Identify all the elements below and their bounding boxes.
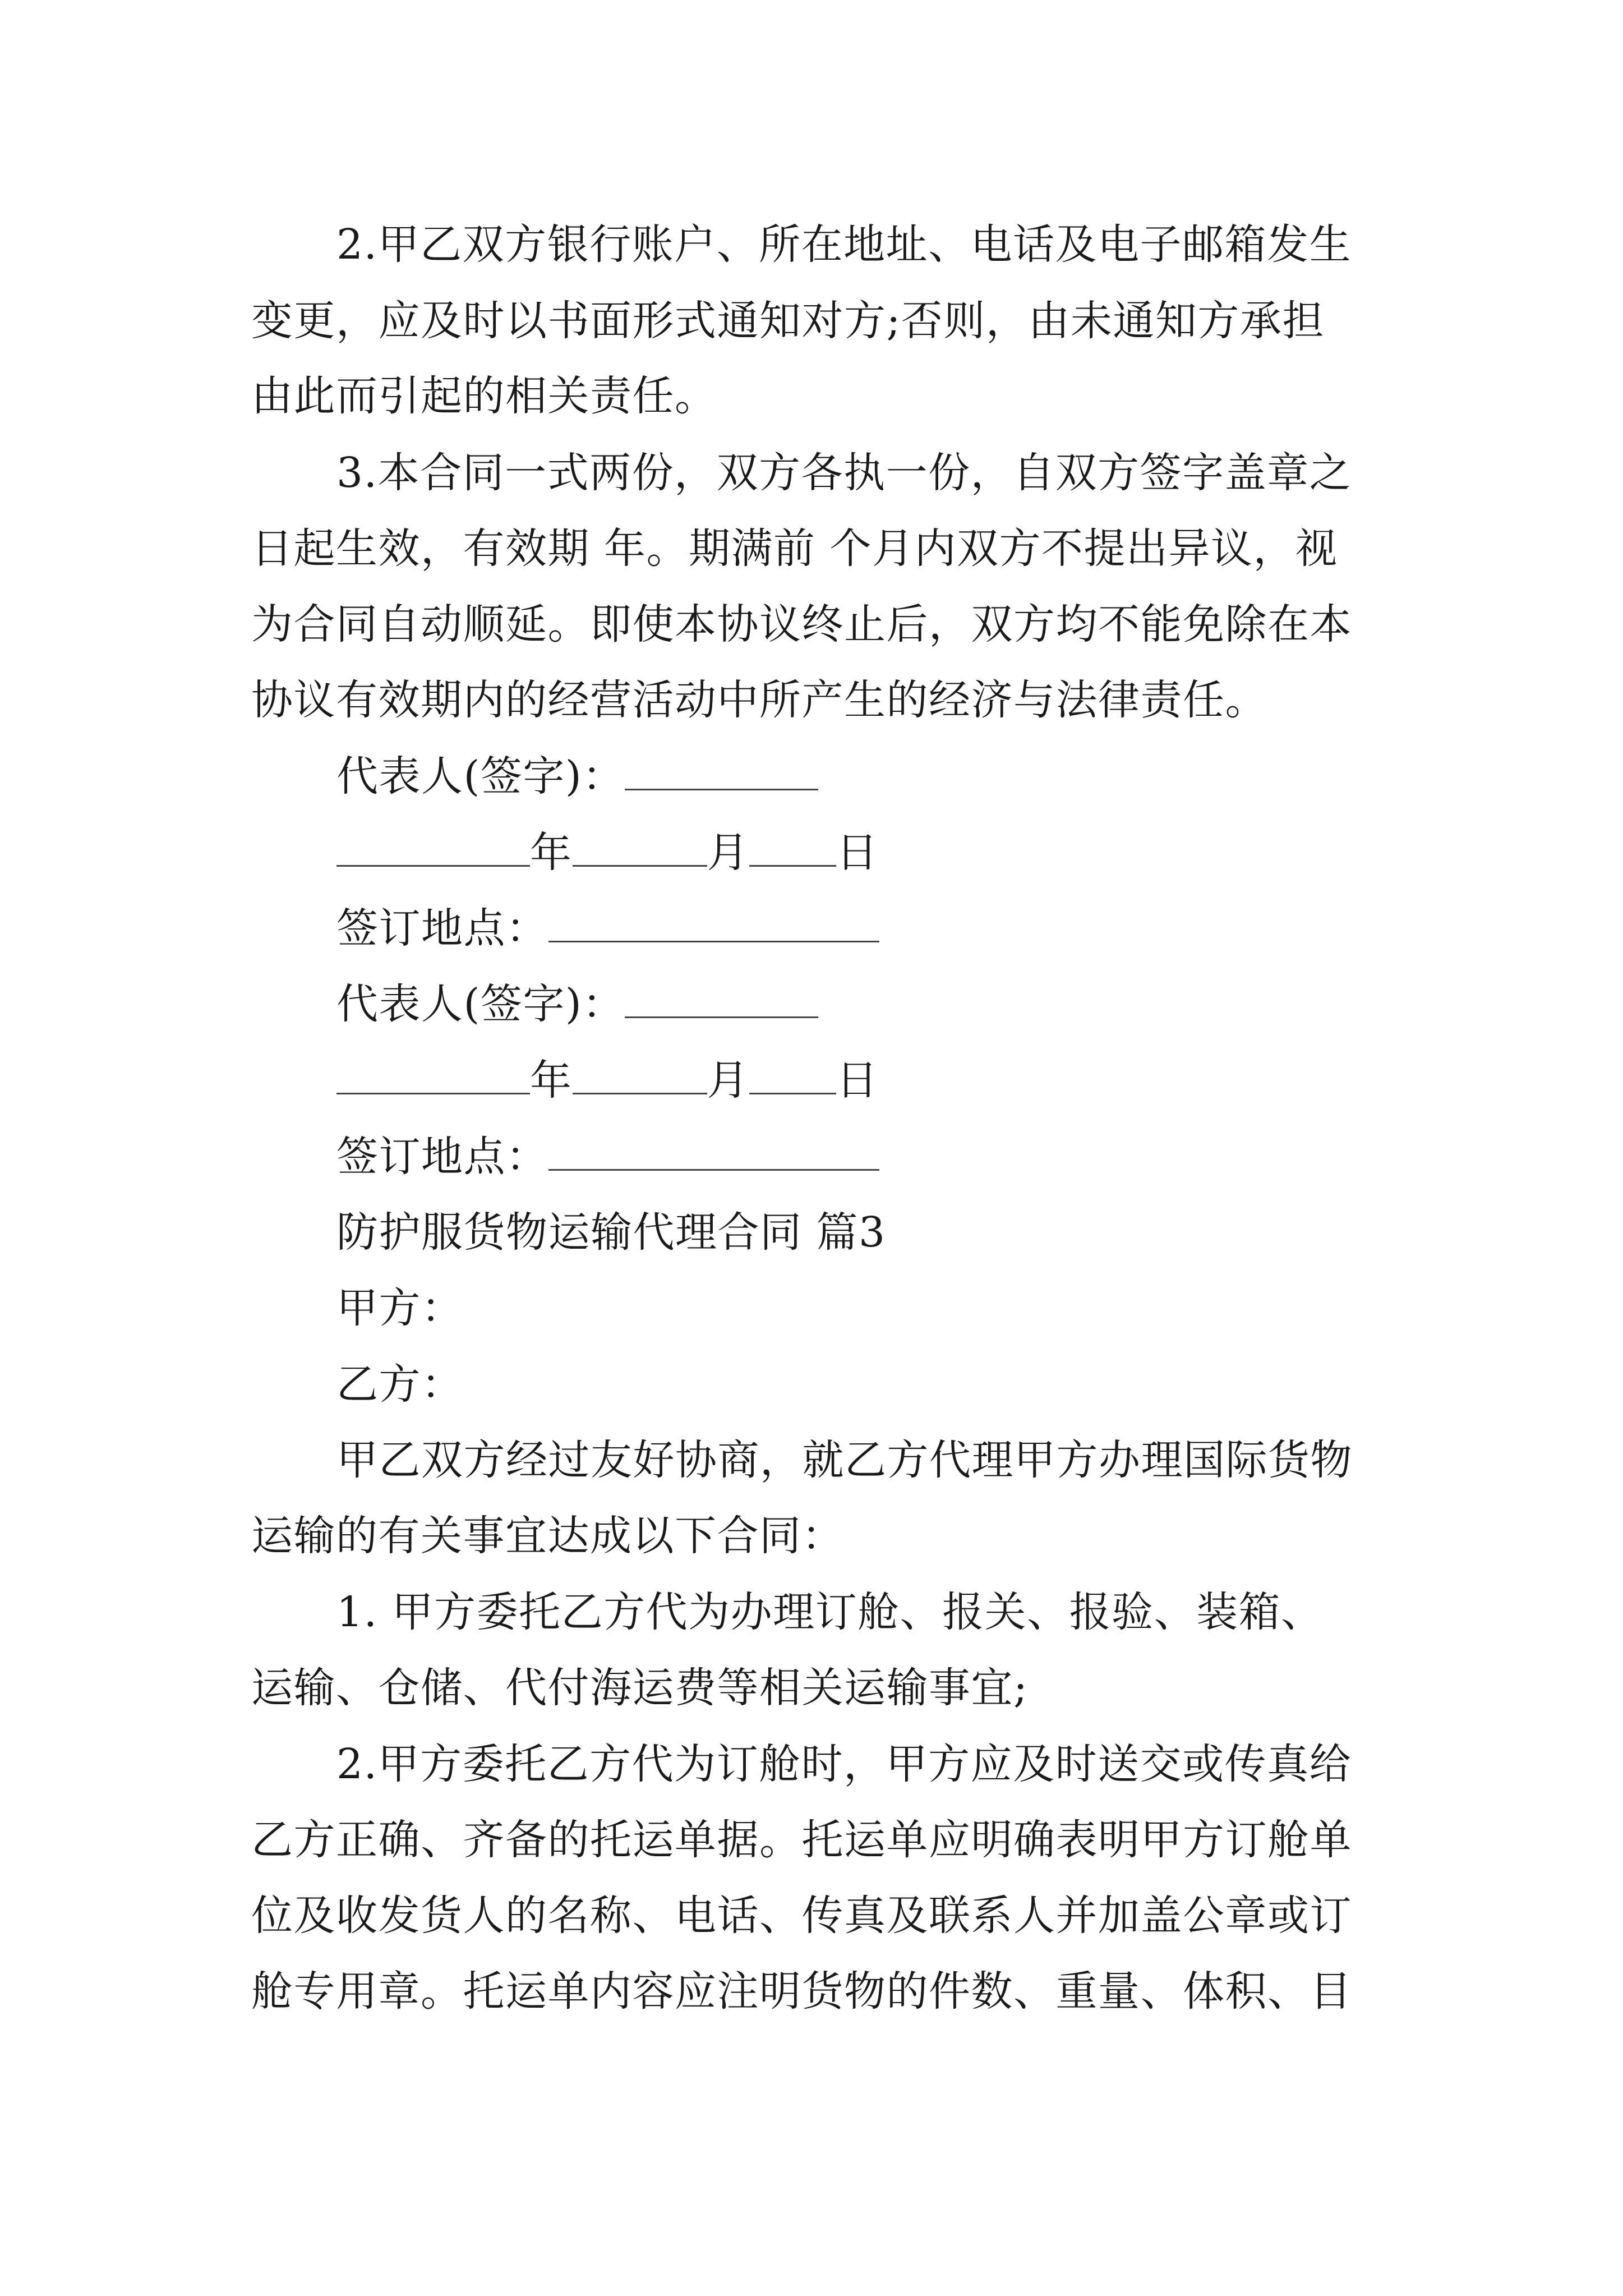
place-blank bbox=[548, 1130, 879, 1171]
month-label: 月 bbox=[707, 829, 749, 877]
day-label: 日 bbox=[836, 829, 879, 877]
clause-2b-line-1: 2.甲方委托乙方代为订舱时，甲方应及时送交或传真给 bbox=[336, 1740, 1352, 1788]
party-b-label: 乙方： bbox=[336, 1360, 464, 1409]
year-label: 年 bbox=[530, 1056, 573, 1105]
clause-2-line-1: 2.甲乙双方银行账户、所在地址、电话及电子邮箱发生 bbox=[336, 220, 1352, 269]
day-blank bbox=[749, 826, 836, 867]
signature-blank bbox=[625, 977, 818, 1018]
signature-date-2 bbox=[336, 1052, 879, 1108]
signature-place-1 bbox=[336, 900, 879, 956]
year-blank bbox=[336, 1053, 530, 1094]
year-blank bbox=[336, 826, 530, 867]
signature-representative-2 bbox=[336, 976, 818, 1032]
signature-blank bbox=[625, 749, 818, 790]
intro-line-1: 甲乙双方经过友好协商，就乙方代理甲方办理国际货物 bbox=[336, 1436, 1353, 1484]
place-blank bbox=[548, 901, 879, 942]
signature-place-2 bbox=[336, 1129, 879, 1185]
clause-3-line-3: 为合同自动顺延。即使本协议终止后，双方均不能免除在本 bbox=[251, 600, 1352, 648]
signature-representative-1 bbox=[336, 748, 818, 804]
clause-1-line-1: 1. 甲方委托乙方代为办理订舱、报关、报验、装箱、 bbox=[336, 1588, 1324, 1636]
day-label: 日 bbox=[836, 1056, 879, 1105]
clause-2-line-3: 由此而引起的相关责任。 bbox=[251, 372, 717, 420]
place-label: 签订地点： bbox=[336, 1133, 548, 1181]
year-label: 年 bbox=[530, 829, 573, 877]
month-blank bbox=[573, 826, 707, 867]
clause-3-line-4: 协议有效期内的经营活动中所产生的经济与法律责任。 bbox=[251, 676, 1267, 724]
month-blank bbox=[573, 1053, 707, 1094]
clause-2b-line-2: 乙方正确、齐备的托运单据。托运单应明确表明甲方订舱单 bbox=[251, 1816, 1352, 1864]
clause-2b-line-3: 位及收发货人的名称、电话、传真及联系人并加盖公章或订 bbox=[251, 1892, 1352, 1940]
representative-label: 代表人(签字)： bbox=[336, 752, 625, 800]
day-blank bbox=[749, 1053, 836, 1094]
clause-3-line-1: 3.本合同一式两份，双方各执一份，自双方签字盖章之 bbox=[336, 449, 1352, 497]
clause-1-line-2: 运输、仓储、代付海运费等相关运输事宜; bbox=[251, 1664, 1029, 1712]
party-a-label: 甲方： bbox=[336, 1284, 464, 1332]
representative-label: 代表人(签字)： bbox=[336, 980, 625, 1028]
clause-2b-line-4: 舱专用章。托运单内容应注明货物的件数、重量、体积、目 bbox=[251, 1967, 1352, 2016]
clause-3-line-2: 日起生效，有效期 年。期满前 个月内双方不提出异议，视 bbox=[251, 524, 1338, 573]
place-label: 签订地点： bbox=[336, 904, 548, 953]
clause-2-line-2: 变更，应及时以书面形式通知对方;否则，由未通知方承担 bbox=[251, 297, 1325, 345]
intro-line-2: 运输的有关事宜达成以下合同： bbox=[251, 1512, 844, 1560]
section-title: 防护服货物运输代理合同 篇3 bbox=[336, 1208, 886, 1257]
month-label: 月 bbox=[707, 1056, 749, 1105]
signature-date-1 bbox=[336, 825, 879, 881]
